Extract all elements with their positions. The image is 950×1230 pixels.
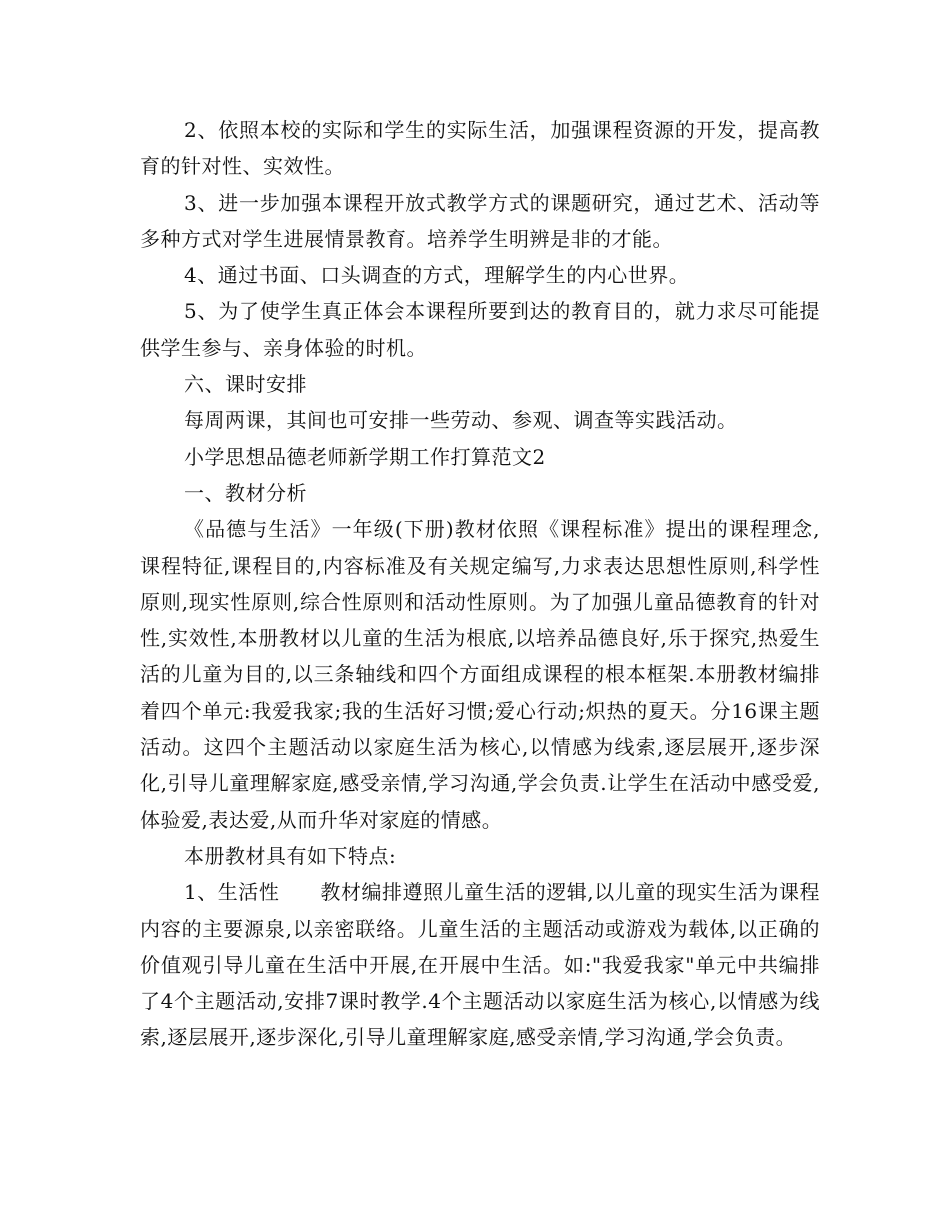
paragraph-features-intro: 本册教材具有如下特点: xyxy=(184,843,397,868)
document-body xyxy=(140,112,820,1056)
paragraph-feature-1: 1、生活性 教材编排遵照儿童生活的逻辑,以儿童的现实生活为课程内容的主要源泉,以亲密联络。儿童生活的主题活动或游戏为载体,以正确的价值观引导儿童在生活中开展,在开展中生活。如:"我爱我家"单元中共编排了4个主题活动,安排7课时教学.4个主题活动以家庭生活为核心,以情感为线索,逐层展开,逐步深化,引导儿童理解家庭,感受亲情,学习沟通,学会负责。 xyxy=(140,880,820,1050)
paragraph-schedule: 每周两课，其间也可安排一些劳动、参观、调查等实践活动。 xyxy=(184,408,738,433)
paragraph-3: 4、通过书面、口头调查的方式，理解学生的内心世界。 xyxy=(184,263,690,288)
section-heading-schedule: 六、课时安排 xyxy=(184,372,307,397)
paragraph-4: 5、为了使学生真正体会本课程所要到达的教育目的，就力求尽可能提供学生参与、亲身体验的时机。 xyxy=(140,299,820,360)
article-title: 小学思想品德老师新学期工作打算范文2 xyxy=(184,444,546,469)
paragraph-2: 3、进一步加强本课程开放式教学方式的课题研究，通过艺术、活动等多种方式对学生进展情景教育。培养学生明辨是非的才能。 xyxy=(140,190,820,251)
section-heading-analysis: 一、教材分析 xyxy=(184,480,307,505)
paragraph-analysis: 《品德与生活》一年级(下册)教材依照《课程标准》提出的课程理念,课程特征,课程目的,内容标准及有关规定编写,力求表达思想性原则,科学性原则,现实性原则,综合性原则和活动性原则。为了加强儿童品德教育的针对性,实效性,本册教材以儿童的生活为根底,以培养品德良好,乐于探究,热爱生活的儿童为目的,以三条轴线和四个方面组成课程的根本框架.本册教材编排着四个单元:我爱我家;我的生活好习惯;爱心行动;炽热的夏天。分16课主题活动。这四个主题活动以家庭生活为核心,以情感为线索,逐层展开,逐步深化,引导儿童理解家庭,感受亲情,学习沟通,学会负责.让学生在活动中感受爱,体验爱,表达爱,从而升华对家庭的情感。 xyxy=(140,517,820,832)
paragraph-1: 2、依照本校的实际和学生的实际生活，加强课程资源的开发，提高教育的针对性、实效性。 xyxy=(140,118,820,179)
